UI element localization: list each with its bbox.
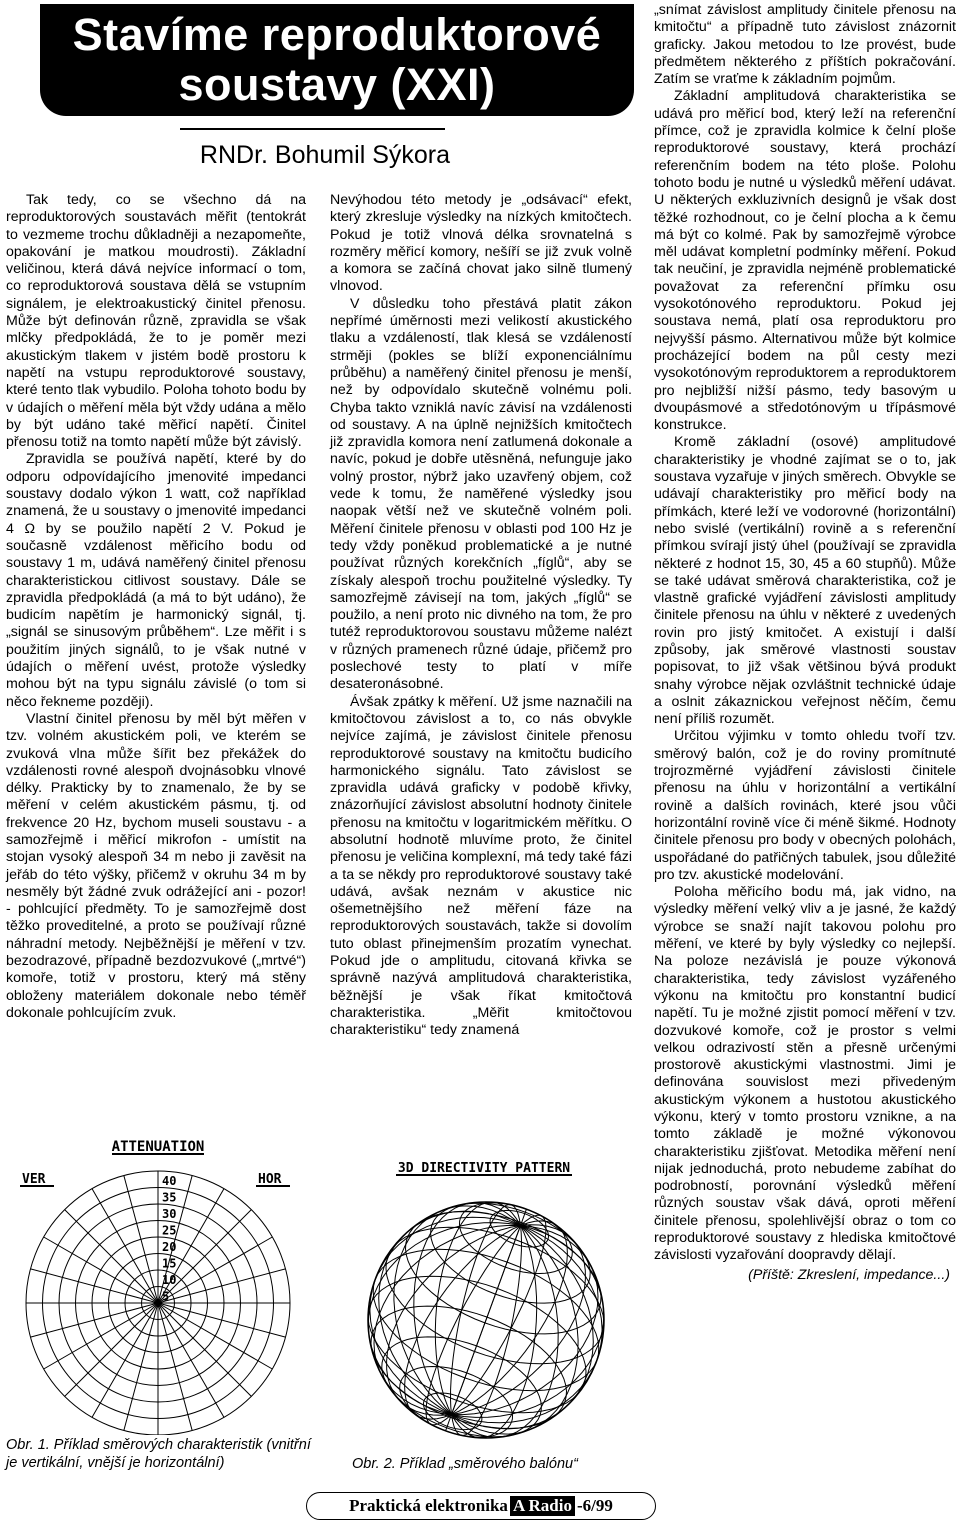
paragraph: Kromě základní (osové) amplitudové charakteristiky je vhodné zajímat se o to, jak soustava vyzařuje v jiných směrech. Obvykle se udávají charakteristiky pro měřicí body na přímkách, které leží ve vodorovné (horizontální) nebo svislé (vertikální) rovině a s referenční přímkou svírají jistý úhel (používají se zpravidla některé z hodnot 15, 30, 45 a 60 stupňů). Může se také udávat směrová charakteristika, což je vlastně grafické vyjádření závislosti amplitudy činitele přenosu na úhlu v některé z uvedených rovin pro jistý kmitočet. A existují i další způsoby, jak směrové vlastnosti soustav popisovat, to již však většinou bývá produkt snahy výrobce nějak ozvláštnit technické údaje a oslnit zákaznickou veřejnost něčím, čemu není příliš rozumět.: [654, 434, 956, 728]
page-footer: [306, 1492, 656, 1520]
next-issue-note: (Příště: Zkreslení, impedance...): [748, 1266, 950, 1283]
author-name: RNDr. Bohumil Sýkora: [199, 141, 450, 169]
figure-1-hor-label: HOR: [258, 1172, 282, 1187]
polar-scale-label: 15: [162, 1256, 177, 1271]
magazine-badge: A Radio: [510, 1496, 575, 1516]
figure-2-heading: 3D DIRECTIVITY PATTERN: [397, 1161, 571, 1176]
column-2: [330, 192, 632, 1040]
magazine-name: Praktická elektronika: [349, 1496, 508, 1515]
figure-1-heading: ATTENUATION: [111, 1139, 205, 1155]
paragraph: Určitou výjimku v tomto ohledu tvoří tzv. směrový balón, což je do roviny promítnuté trojrozměrné vyjádření závislosti činitele přenosu na úhlu v horizontální a vertikální rovině a dalších rovinách, které jsou vůči horizontální rovině více či méně šikmé. Hodnoty činitele přenosu pro body v obecných polohách, uspořádané do patřičných tabulek, jsou důležité pro tzv. akustické modelování.: [654, 728, 956, 883]
paragraph: Ávšak zpátky k měření. Už jsme naznačili na kmitočtovou závislost a to, co nás obvykle nejvíce zajímá, je závislost činitele přenosu reproduktorové soustavy na kmitočtu budicího harmonického signálu. Tato závislost se zpravidla udává graficky v podobě křivky, znázorňující závislost absolutní hodnoty činitele přenosu na kmitočtu v logaritmickém měřítku. O absolutní hodnotě mluvíme proto, že činitel přenosu je veličina komplexní, má tedy také fázi a ta se někdy pro reproduktorové soustavy také udává, avšak neznám v akustice nic ošemetnějšího než měření fáze na reproduktorových soustavách, takže si dovolím tuto oblast přinejmenším prozatím vynechat. Pokud jde o amplitudu, citovaná křivka se správně nazývá amplitudová charakteristika, běžnější je však říkat kmitočtová charakteristika. „Měřit kmitočtovou charakteristiku“ tedy znamená: [330, 693, 632, 1039]
polar-scale-label: 20: [162, 1240, 177, 1254]
paragraph: Nevýhodou této metody je „odsávací“ efekt, který zkresluje výsledky na nízkých kmitočtech. Pokud je totiž vlnová délka srovnatelná s rozměry měřicí komory, nešíří se již zvuk volně a komora se začíná chovat jako silně tlumený vlnovod.: [330, 192, 632, 295]
paragraph: Základní amplitudová charakteristika se udává pro měřicí bod, který leží na referenční přímce, což je zpravidla kolmice k čelní ploše reproduktorové soustavy, která prochází referenčním bodem na této ploše. Polohu tohoto bodu je nutné u výsledků měření udávat. U některých exkluzivních designů je však dost těžké rozhodnout, co je čelní plocha a k čemu má být co kolmé. Pak by samozřejmě výrobce měl udávat kompletní podmínky měření. Pokud tak neučiní, je zpravidla nejméně problematické považovat za referenční přímku osu vysokotónového reproduktoru. Pokud jej soustava nemá, platí osa reproduktoru pro nejvyšší pásmo. Alternativou může být kolmice procházející bodem na půl cesty mezi vysokotónovým reproduktorem a reproduktorem pro nejbližší nižší pásmo, tedy basovým u dvoupásmové a středotónovým u třípásmové konstrukce.: [654, 88, 957, 434]
column-3: [654, 2, 956, 1284]
figure-1-caption: Obr. 1. Příklad směrových charakteristik (vnitřní je vertikální, vnější je horizontální): [6, 1437, 311, 1471]
polar-scale-label: 25: [162, 1223, 177, 1238]
title-banner: [40, 4, 634, 116]
paragraph: V důsledku toho přestává platit zákon nepřímé úměrnosti mezi velikostí akustického tlaku a vzdáleností, tlak klesá se vzdáleností strměji (pokles se blíží exponenciálnímu průběhu) a naměřený činitel přenosu je menší, než by odpovídalo skutečně volnému poli. Chyba takto vzniklá navíc závisí na vzdálenosti od soustavy. A na úplně nejnižších kmitočtech již zpravidla komora není zatlumená dokonale a navíc, pokud je dobře utěsněná, nefunguje jako volný prostor, nýbrž jako uzavřený objem, což vede k tomu, že naměřené výsledky jsou naopak větší než ve skutečně volném poli. Měření činitele přenosu v oblasti pod 100 Hz je tedy vždy poněkud problematické a je nutné používat různých korekčních „fíglů“, aby se získaly alespoň trochu použitelné výsledky. Ty samozřejmě závisejí na tom, jakých „fíglů“ se použilo, a není proto nic divného na tom, že pro tutéž reproduktorovou soustavu můžeme nalézt v různých pramenech různé údaje, přičemž pro poslechové testy to platí v míře desateronásobné.: [330, 295, 632, 693]
article-title-line-1: Stavíme reproduktorové: [72, 9, 602, 60]
polar-scale-label: 5: [162, 1289, 170, 1304]
column-1: [6, 192, 306, 1022]
figure-1-polar-plot: [8, 1135, 308, 1435]
polar-scale-label: 40: [162, 1174, 177, 1188]
paragraph: Vlastní činitel přenosu by měl být měřen v tzv. volném akustickém poli, ve kterém se zvuková vlna může šířit bez překážek do vzdálenosti rovné alespoň dvojnásobku vlnové délky. Prakticky by to znamenalo, že by se měření v celém akustickém pásmu, tj. od frekvence 20 Hz, bychom museli soustavu - a samozřejmě i měřicí mikrofon - umístit na stojan vysoký alespoň 34 m nebo ji zavěsit na jeřáb do této výšky, přičemž v okruhu 34 m by nesměly být žádné zvuk odrážející ani - pozor! - pohlcující předměty. To je samozřejmě dost těžko proveditelné, a proto se používají různé náhradní metody. Nejběžnější je měření v tzv. bezodrazové, případně bezdozvukové („mrtvé“) komoře, totiž v prostoru, který má stěny obloženy materiálem dokonale nebo téměř dokonale pohlcujícím zvuk.: [6, 710, 306, 1021]
paragraph: Zpravidla se používá napětí, které by do odporu odpovídajícího jmenovité impedanci soustavy dodalo výkon 1 watt, což například znamená, že u soustavy o jmenovité impedanci 4 Ω by se použilo napětí 2 V. Pokud je současně vzdálenost měřicího bodu od soustavy 1 m, udává naměřený činitel přenosu charakteristickou citlivost soustavy. Dále se zpravidla předpokládá (a má to být udáno), že budicím napětím je harmonický signál, tj. „signál se sinusovým průběhem“. Lze měřit i s použitím jiných signálů, to je však nutné v údajích o měření uvést, protože výsledky mohou být na typu signálu závislé (o tom si něco řekneme později).: [6, 451, 306, 710]
paragraph: Poloha měřicího bodu má, jak vidno, na výsledky měření velký vliv a je jasné, že každý výrobce se snaží najít takovou polohu pro měření, ve které by byly výsledky co nejlepší. Na poloze nezávislá je pouze výkonová charakteristika, tedy závislost vyzářeného výkonu na kmitočtu pro konstantní budicí napětí. Tu je možné zjistit pomocí měření v tzv. dozvukové komoře, což je prostor s velmi velkou odrazivostí stěn a přesně určenými prostorově akustickými vlastnostmi. Jimi je definována souvislost mezi přivedeným akustickým výkonem a hustotou akustického výkonu, který v tomto prostoru vznikne, a na tomto základě je možné výkonovou charakteristiku zjišťovat. Metodika měření není nijak jednoduchá, proto nebudeme zabíhat do podrobností, porovnání výsledků měření různých soustav však dává, oproti měření činitele přenosu, spolehlivější obraz o tom co reproduktorové soustavy z hlediska kmitočtové závislosti vyzařování doopravdy dělají.: [654, 884, 956, 1264]
polar-scale-label: 35: [162, 1190, 177, 1205]
author-divider: [180, 128, 445, 130]
paragraph: Tak tedy, co se všechno dá na reproduktorových soustavách měřit (tentokrát to vezmeme trochu důkladněji a nezapomeňte, opakování je matkou moudrosti). Základní veličinou, která dává nejvíce informací o tom, co reproduktorová soustava dělá se vstupním signálem, je elektroakustický činitel přenosu. Může být definován různě, zpravidla se však mlčky předpokládá, že to je poměr mezi akustickým tlakem v jistém bodě prostoru k napětí na vstupu reproduktorové soustavy, které tento tlak vybudilo. Poloha tohoto bodu by v údajích o měření měla být vždy udána a mělo by být udáno také měřicí napětí. Činitel přenosu totiž na tomto napětí může být závislý.: [6, 192, 306, 451]
article-title-line-2: soustavy (XXI): [178, 59, 496, 110]
figure-2-caption: Obr. 2. Příklad „směrového balónu“: [352, 1456, 578, 1472]
issue-number: -6/99: [576, 1496, 613, 1515]
polar-scale-label: 30: [162, 1207, 177, 1221]
polar-scale-label: 10: [162, 1273, 177, 1287]
paragraph: „snímat závislost amplitudy činitele přenosu na kmitočtu“ a případně tuto závislost znázornit graficky. Jakou metodou to lze provést, bude předmětem některého z příštích pokračování. Zatím se vraťme k základním pojmům.: [654, 2, 956, 88]
figure-2-directivity-balloon: [336, 1150, 632, 1440]
figure-1-ver-label: VER: [22, 1172, 46, 1187]
